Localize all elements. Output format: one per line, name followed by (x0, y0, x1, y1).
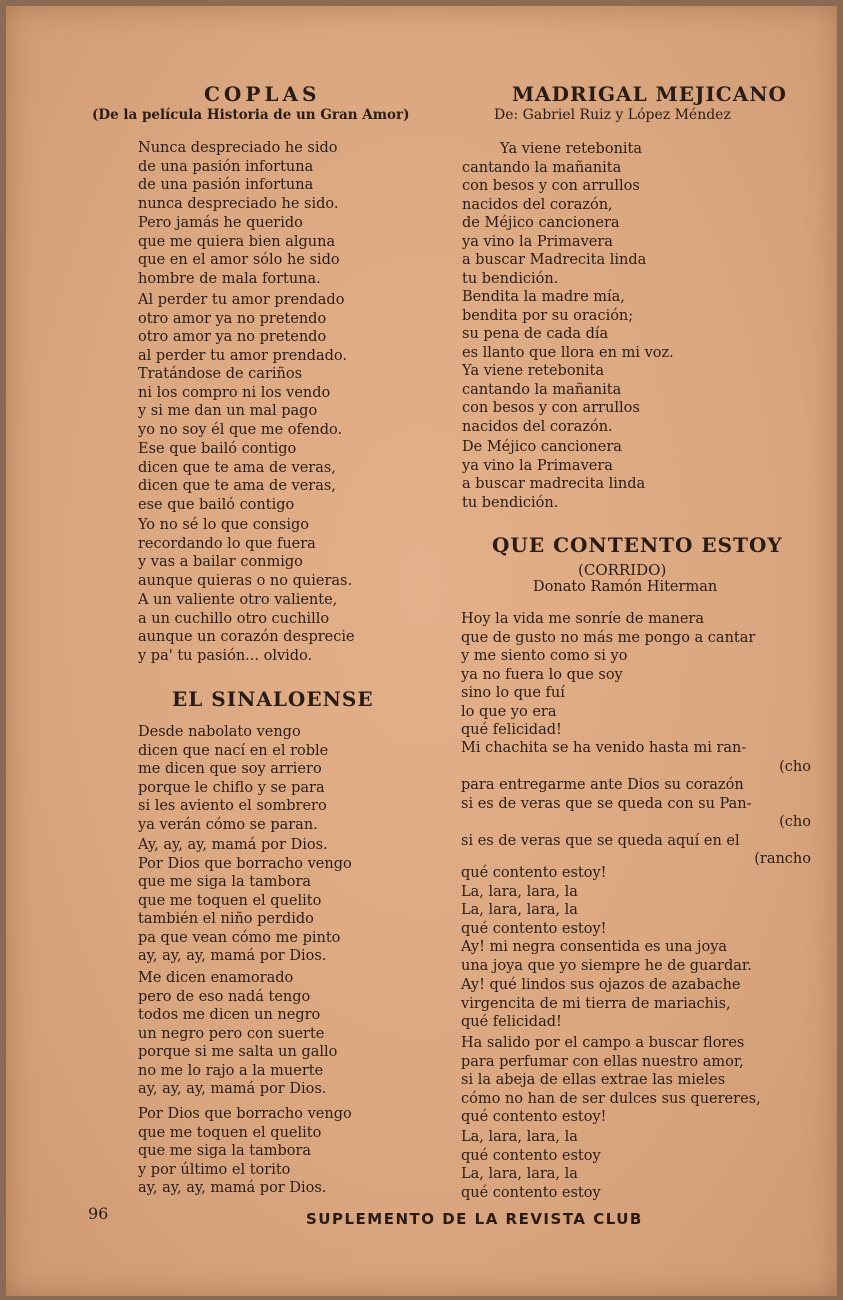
verse-line: La, lara, lara, la (461, 883, 578, 900)
verse-line: ay, ay, ay, mamá por Dios. (138, 1081, 327, 1097)
verse-line: sino lo que fuí (461, 685, 565, 701)
verse-line: si la abeja de ellas extrae las mieles (461, 1072, 726, 1088)
verse-line: un negro pero con suerte (138, 1025, 325, 1042)
verse-line: Nunca despreciado he sido (138, 140, 338, 156)
verse-line: Tratándose de cariños (138, 366, 303, 382)
contento-stanza-7 (461, 1128, 601, 1202)
verse-line: Yo no sé lo que consigo (138, 517, 310, 533)
verse-line: Pero jamás he querido (138, 215, 303, 231)
madrigal-title: MADRIGAL MEJICANO (512, 82, 787, 106)
verse-line: nacidos del corazón, (462, 196, 613, 213)
verse-line: Ay! qué lindos sus ojazos de azabache (461, 977, 741, 993)
verse-line: qué contento estoy! (461, 865, 607, 881)
verse-line: al perder tu amor prendado. (138, 347, 347, 364)
verse-line: ya verán cómo se paran. (138, 816, 318, 833)
verse-line: ay, ay, ay, mamá por Dios. (138, 948, 327, 964)
verse-line: pa que vean cómo me pinto (138, 929, 341, 946)
verse-line: ya vino la Primavera (462, 457, 613, 474)
verse-line: ni los compro ni los vendo (138, 384, 331, 401)
verse-line: Hoy la vida me sonríe de manera (461, 611, 705, 627)
contento-stanza-2 (461, 739, 811, 869)
verse-line: qué felicidad! (461, 1014, 562, 1030)
sinaloense-stanza-4 (138, 1105, 352, 1198)
verse-line: y vas a bailar conmigo (138, 554, 303, 570)
verse-line: y me siento como si yo (461, 648, 628, 664)
verse-line: La, lara, lara, la (461, 1129, 578, 1145)
verse-line: otro amor ya no pretendo (138, 329, 327, 345)
verse-line: de Méjico cancionera (462, 215, 620, 231)
verse-line: cómo no han de ser dulces sus quereres, (461, 1090, 761, 1107)
verse-line: todos me dicen un negro (138, 1007, 321, 1023)
verse-line: porque si me salta un gallo (138, 1044, 338, 1060)
coplas-stanza-1 (138, 139, 339, 213)
verse-line: Bendita la madre mía, (462, 289, 625, 305)
verse-line: también el niño perdido (138, 911, 314, 927)
verse-line: Ha salido por el campo a buscar flores (461, 1035, 745, 1051)
magazine-page (6, 6, 837, 1296)
verse-line: cantando la mañanita (462, 381, 622, 398)
verse-line: para perfumar con ellas nuestro amor, (461, 1053, 744, 1070)
coplas-stanza-7 (138, 591, 355, 665)
coplas-stanza-3 (138, 291, 347, 365)
madrigal-stanza-3 (462, 438, 645, 512)
verse-line: ya vino la Primavera (462, 233, 613, 250)
verse-line: Desde nabolato vengo (138, 724, 301, 740)
verse-line: que me siga la tambora (138, 874, 312, 890)
verse-line: una joya que yo siempre he de guardar. (461, 957, 752, 974)
verse-line: si es de veras que se queda con su Pan- (461, 795, 752, 812)
verse-line: que de gusto no más me pongo a cantar (461, 629, 756, 646)
verse-line: a un cuchillo otro cuchillo (138, 610, 330, 627)
verse-line: La, lara, lara, la (461, 1166, 578, 1182)
verse-line: qué contento estoy! (461, 1109, 607, 1125)
verse-line: qué felicidad! (461, 722, 562, 738)
contento-stanza-4 (461, 938, 752, 975)
contento-stanza-5 (461, 976, 741, 1032)
madrigal-stanza-1 (462, 140, 674, 362)
coplas-stanza-4 (138, 365, 342, 439)
contento-stanza-1 (461, 610, 755, 740)
verse-line: Al perder tu amor prendado (138, 292, 345, 308)
coplas-subtitle: (De la película Historia de un Gran Amor) (92, 107, 410, 123)
verse-line: hombre de mala fortuna. (138, 270, 321, 287)
verse-line: que me toquen el quelito (138, 892, 322, 909)
verse-line: es llanto que llora en mi voz. (462, 344, 674, 361)
coplas-title: COPLAS (204, 82, 321, 106)
verse-line: otro amor ya no pretendo (138, 310, 327, 327)
verse-line: virgencita de mi tierra de mariachis, (461, 995, 731, 1012)
verse-line: con besos y con arrullos (462, 400, 640, 416)
coplas-stanza-2 (138, 214, 340, 288)
coplas-stanza-5 (138, 440, 336, 514)
verse-line: dicen que te ama de veras, (138, 459, 336, 476)
verse-line: lo que yo era (461, 703, 557, 720)
sinaloense-title: EL SINALOENSE (172, 687, 374, 711)
verse-line: porque le chiflo y se para (138, 779, 325, 796)
verse-line: Por Dios que borracho vengo (138, 1106, 352, 1122)
verse-line: Ya viene retebonita (462, 363, 605, 379)
verse-line: bendita por su oración; (462, 307, 634, 324)
verse-line: cantando la mañanita (462, 159, 622, 176)
coplas-stanza-6 (138, 516, 352, 590)
verse-line-continuation: (cho (779, 758, 811, 775)
verse-line: que me quiera bien alguna (138, 233, 336, 250)
sinaloense-stanza-2 (138, 836, 352, 966)
verse-line: que en el amor sólo he sido (138, 252, 340, 268)
verse-line: no me lo rajo a la muerte (138, 1062, 324, 1079)
verse-line: si les aviento el sombrero (138, 798, 327, 814)
verse-line: aunque un corazón desprecie (138, 629, 355, 645)
verse-line: de una pasión infortuna (138, 158, 314, 175)
verse-line: dicen que nací en el roble (138, 742, 329, 759)
verse-line-continuation: (cho (779, 814, 811, 830)
verse-line: ya no fuera lo que soy (461, 666, 623, 683)
verse-line: que me toquen el quelito (138, 1124, 322, 1141)
verse-line: dicen que te ama de veras, (138, 478, 336, 494)
verse-line: De Méjico cancionera (462, 439, 622, 455)
verse-line: me dicen que soy arriero (138, 761, 322, 777)
verse-line: aunque quieras o no quieras. (138, 572, 353, 589)
verse-line: Ya viene retebonita (500, 141, 643, 157)
verse-line: de una pasión infortuna (138, 177, 314, 193)
verse-line: Por Dios que borracho vengo (138, 855, 352, 872)
sinaloense-stanza-1 (138, 723, 328, 834)
verse-line: nunca despreciado he sido. (138, 195, 339, 212)
verse-line: qué contento estoy! (461, 920, 607, 937)
verse-line: y si me dan un mal pago (138, 403, 318, 419)
verse-line: Ay, ay, ay, mamá por Dios. (138, 837, 328, 853)
madrigal-byline: De: Gabriel Ruiz y López Méndez (494, 107, 731, 123)
verse-line: tu bendición. (462, 494, 559, 511)
verse-line: si es de veras que se queda aquí en el (461, 832, 740, 849)
verse-line: A un valiente otro valiente, (138, 592, 338, 608)
verse-line: a buscar madrecita linda (462, 476, 646, 492)
contento-byline: Donato Ramón Hiterman (533, 579, 718, 595)
contento-stanza-3 (461, 864, 607, 938)
verse-line: nacidos del corazón. (462, 418, 613, 435)
contento-stanza-6 (461, 1034, 761, 1127)
verse-line: La, lara, lara, la (461, 902, 578, 918)
verse-line: recordando lo que fuera (138, 535, 316, 552)
verse-line: pero de eso nadá tengo (138, 988, 311, 1005)
verse-line: su pena de cada día (462, 326, 609, 342)
verse-line: que me siga la tambora (138, 1143, 312, 1159)
sinaloense-stanza-3 (138, 969, 337, 1099)
verse-line: qué contento estoy (461, 1184, 601, 1201)
verse-line: Me dicen enamorado (138, 970, 294, 986)
publication-name: SUPLEMENTO DE LA REVISTA CLUB (306, 1210, 643, 1228)
verse-line-continuation: (rancho (754, 851, 811, 867)
verse-line: y por último el torito (138, 1161, 291, 1178)
page-number: 96 (88, 1204, 109, 1223)
verse-line: Mi chachita se ha venido hasta mi ran- (461, 740, 747, 756)
madrigal-stanza-2 (462, 362, 640, 436)
verse-line: para entregarme ante Dios su corazón (461, 777, 744, 793)
verse-line: a buscar Madrecita linda (462, 252, 647, 268)
contento-title: QUE CONTENTO ESTOY (492, 533, 783, 557)
verse-line: qué contento estoy (461, 1147, 601, 1164)
verse-line: ay, ay, ay, mamá por Dios. (138, 1180, 327, 1196)
verse-line: Ese que bailó contigo (138, 441, 297, 457)
verse-line: yo no soy él que me ofendo. (138, 421, 343, 438)
verse-line: tu bendición. (462, 270, 559, 287)
verse-line: Ay! mi negra consentida es una joya (461, 939, 728, 955)
verse-line: con besos y con arrullos (462, 178, 640, 194)
contento-subtitle: (CORRIDO) (578, 561, 667, 579)
verse-line: ese que bailó contigo (138, 496, 295, 513)
verse-line: y pa' tu pasión... olvido. (138, 647, 313, 664)
